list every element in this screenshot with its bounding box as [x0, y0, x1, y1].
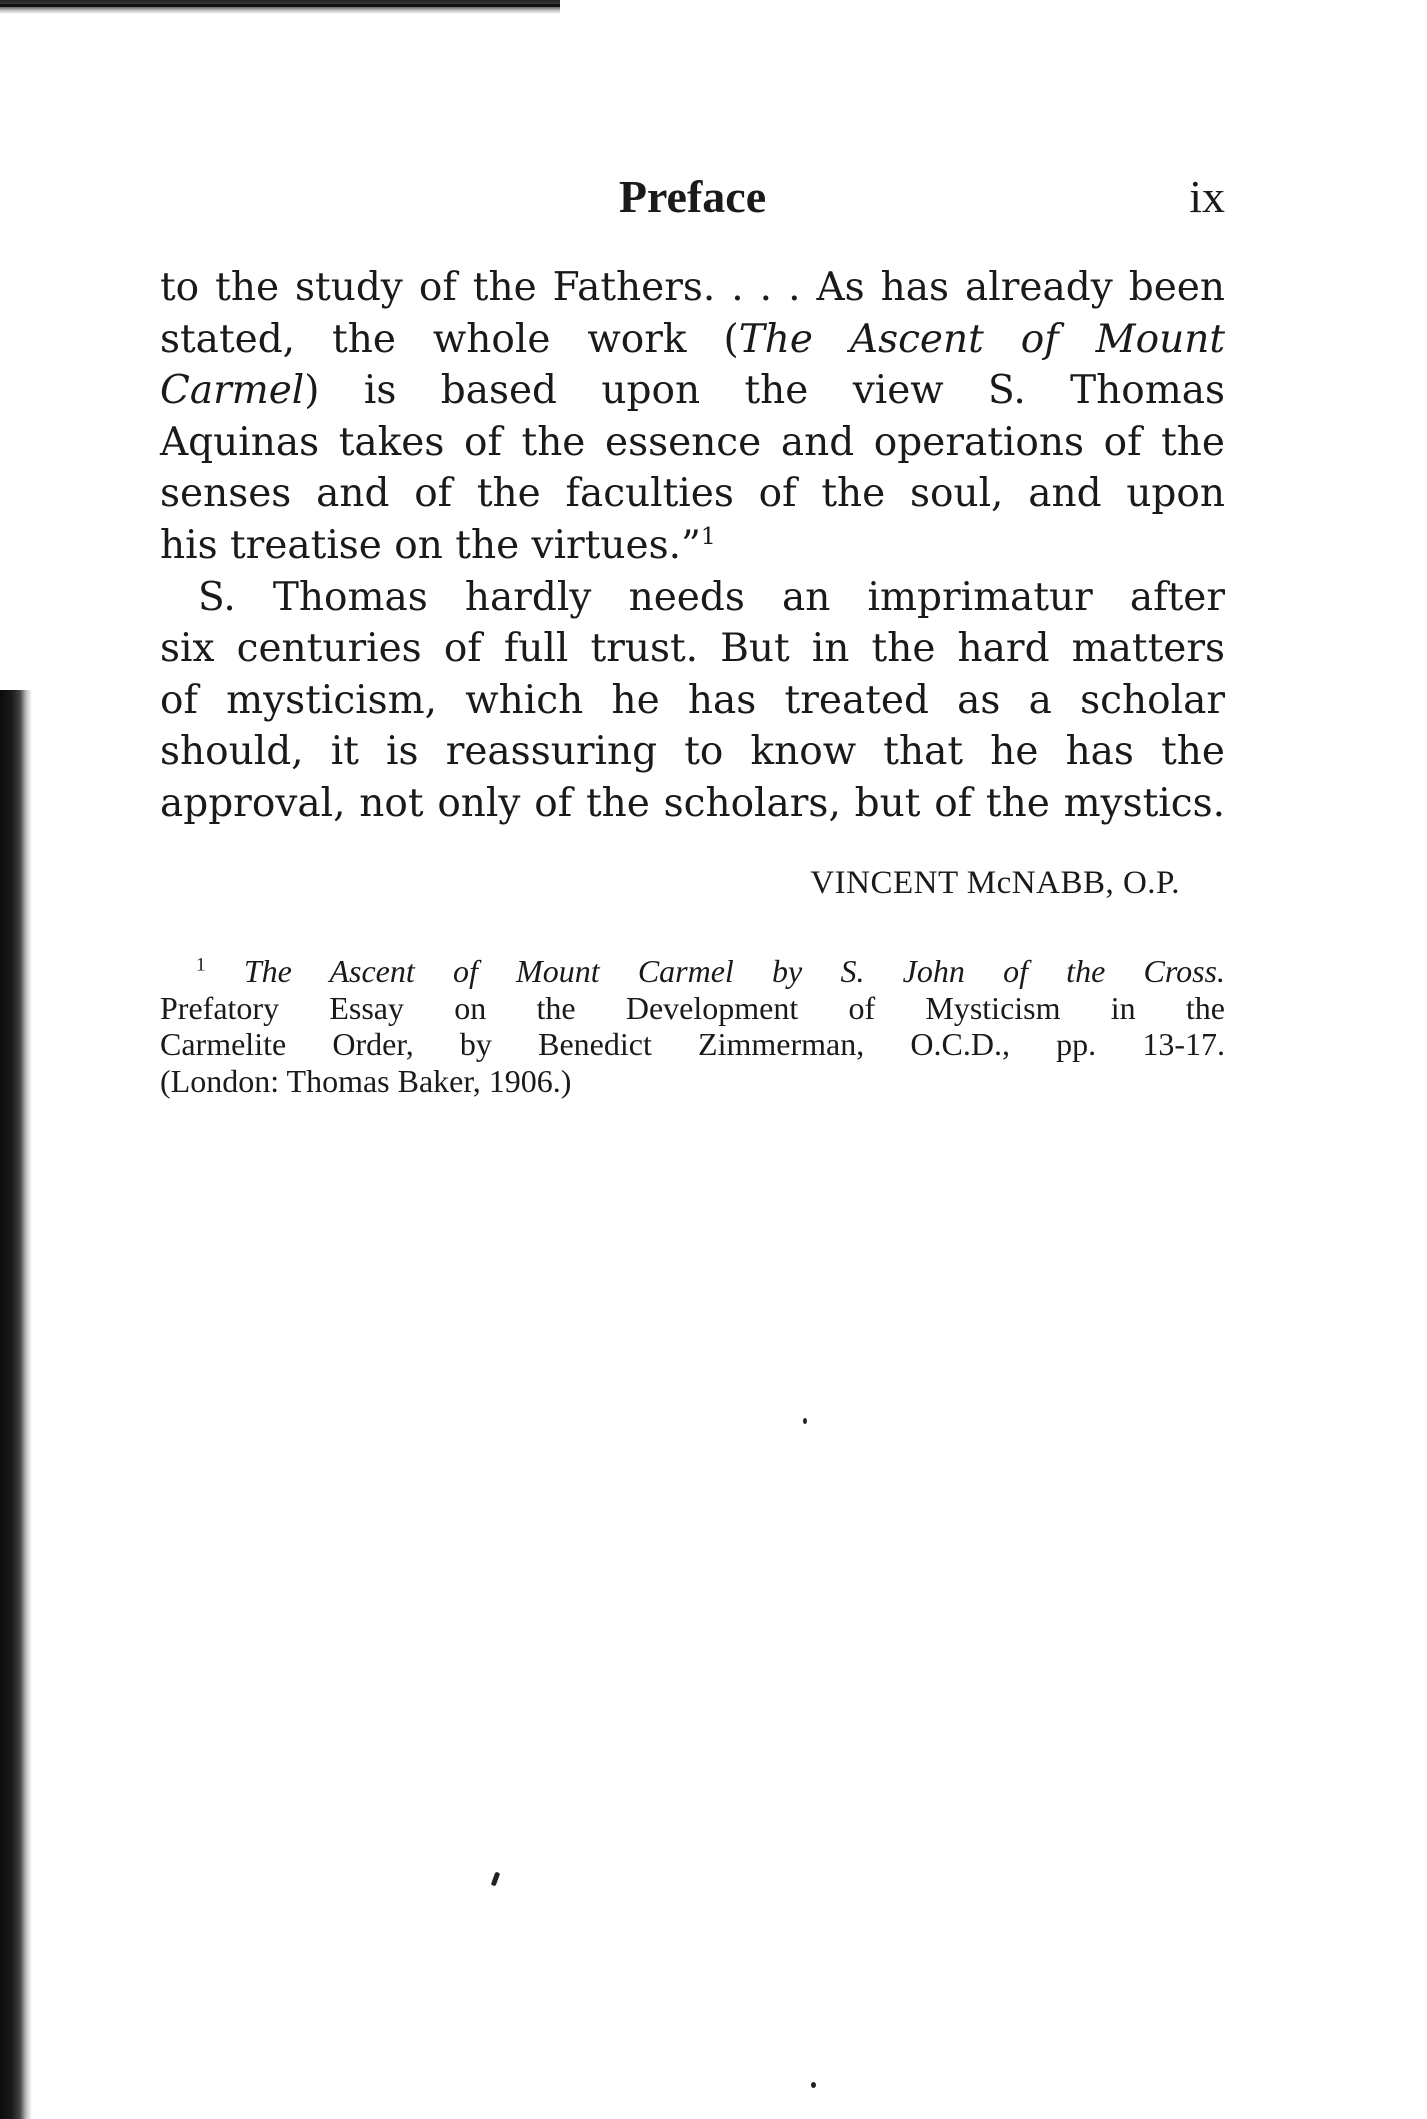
text-line [160, 468, 1225, 520]
text-run: stated, the whole work ( [160, 316, 739, 362]
footnote [160, 953, 1225, 1099]
text-line [160, 520, 1225, 572]
paragraph-1 [160, 262, 1225, 572]
text-line [160, 572, 1225, 624]
text-run: S. Thomas hardly needs an imprimatur after [198, 574, 1225, 620]
text-run: to the study of the Fathers. . . . As has already been [160, 265, 1225, 310]
scan-edge-top [0, 0, 560, 14]
text-run: Aquinas takes of the essence and operations of the [160, 419, 1225, 465]
text-run: of mysticism, which he has treated as a scholar [160, 677, 1225, 723]
text-run: approval, not only of the scholars, but of the mystics. [160, 780, 1225, 826]
footnote-line: Carmelite Order, by Benedict Zimmerman, O.C.D., pp. 13-17. [160, 1026, 1225, 1062]
scan-edge-top-line [0, 4, 560, 7]
text-run: should, it is reassuring to know that he has the [160, 729, 1225, 775]
page-number: ix [1189, 171, 1225, 222]
paragraph-2 [160, 572, 1225, 830]
text-run: his treatise on the virtues.” [160, 522, 701, 568]
footnote-line: (London: Thomas Baker, 1906.) [160, 1062, 572, 1099]
author-signature: VINCENT McNABB, O.P. [810, 865, 1180, 901]
scan-speck [491, 1872, 500, 1887]
footnote-line [160, 953, 1225, 990]
running-head [160, 170, 1225, 240]
footnote-marker: 1 [196, 954, 206, 976]
text-run: senses and of the faculties of the soul, and upon [160, 471, 1225, 517]
footnote-reference: 1 [700, 521, 716, 550]
text-line [160, 778, 1225, 830]
scan-speck [811, 2082, 816, 2088]
text-run: six centuries of full trust. But in the hard matters [160, 626, 1225, 672]
text-line [160, 726, 1225, 778]
scan-speck [803, 1418, 807, 1424]
body-text [160, 262, 1225, 830]
page-title: Preface [618, 171, 767, 222]
text-line [160, 623, 1225, 675]
book-title-italic: The Ascent of Mount [738, 316, 1225, 362]
text-line [160, 365, 1225, 417]
scan-edge-left [0, 690, 32, 2119]
text-run: ) is based upon the view S. Thomas [304, 368, 1225, 414]
book-title-italic: Carmel [160, 368, 305, 414]
footnote-line: Prefatory Essay on the Development of Mysticism in the [160, 989, 1225, 1026]
text-line [160, 262, 1225, 314]
text-line [160, 417, 1225, 469]
footnote-italic: The Ascent of Mount Carmel by S. John of the Cross. [243, 953, 1226, 989]
text-line [160, 675, 1225, 727]
text-line [160, 314, 1225, 366]
